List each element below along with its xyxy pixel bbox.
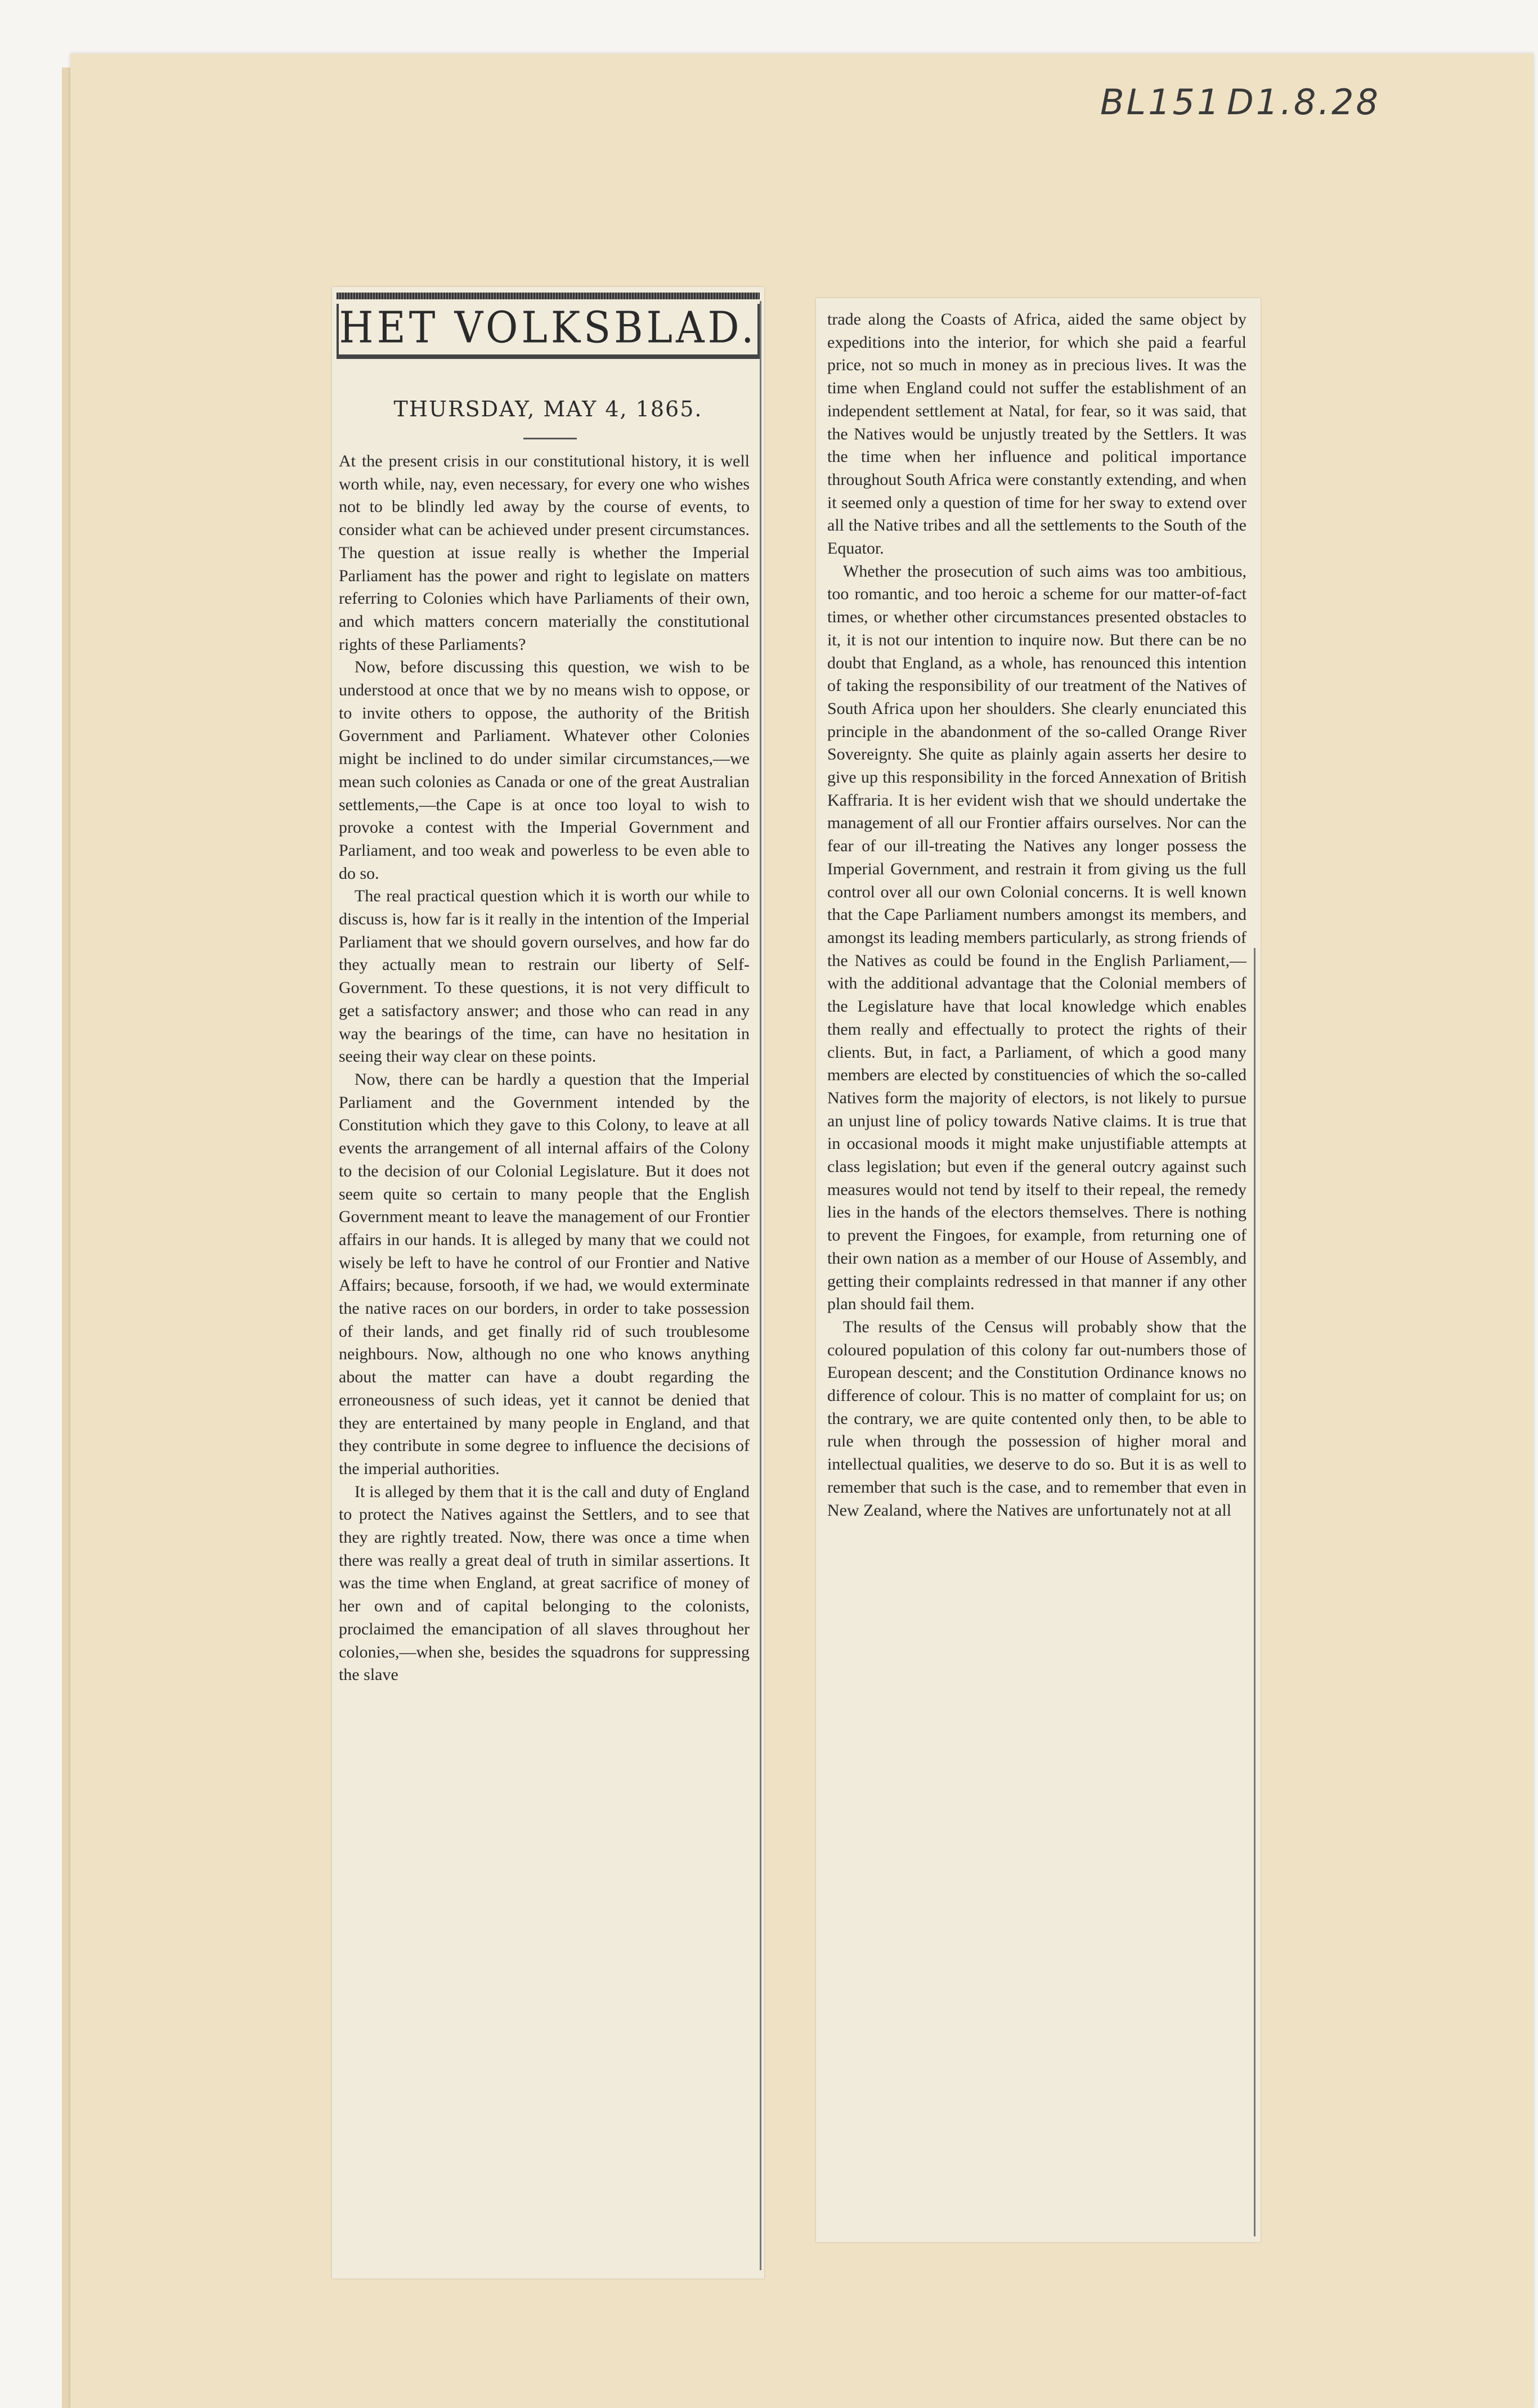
article-paragraph: At the present crisis in our constitutional history, it is well worth while, nay, even necessary, for every one who wishes not to be blindly led away by the course of events, to consider what can be achieved under present circumstances. The question at issue really is whether the Imperial Parliament has the power and right to legislate on matters referring to Colonies which have Parliaments of their own, and which matters concern materially the constitutional rights of these Parliaments? bbox=[339, 452, 750, 654]
archival-sheet bbox=[70, 53, 1533, 2408]
clipping-column-1 bbox=[332, 287, 764, 2279]
column-rule bbox=[1254, 948, 1255, 2236]
column-rule bbox=[760, 301, 761, 2270]
clipping-column-2 bbox=[816, 298, 1261, 2242]
article-column-1 bbox=[339, 450, 750, 1687]
archive-item-code: D1.8.28 bbox=[1227, 82, 1380, 123]
dateline-dash bbox=[523, 438, 577, 439]
newspaper-masthead: HET VOLKSBLAD. bbox=[339, 302, 757, 353]
article-paragraph: Now, there can be hardly a question that the Imperial Parliament and the Government intended by the Constitution which they gave to this Colony, to leave at all events the arrangement of all internal affairs of the Colony to the decision of our Colonial Legislature. But it does not seem quite so certain to many people that the English Government meant to leave the management of our Frontier affairs in our hands. It is alleged by many that we could not wisely be left to have he control of our Frontier and Native Affairs; because, forsooth, if we had, we would exterminate the native races on our borders, in order to take possession of their lands, and get finally rid of such troublesome neighbours. Now, although no one who knows anything about the matter can have a doubt regarding the erroneousness of such ideas, yet it cannot be denied that they are entertained by many people in England, and that they contribute in some degree to influence the decisions of the imperial authorities. bbox=[339, 1070, 750, 1478]
article-paragraph: The results of the Census will probably show that the coloured population of this colony far out-numbers those of European descent; and the Constitution Ordinance knows no difference of colour. This is no matter of complaint for us; on the contrary, we are quite contented only then, to be able to rule when through the possession of higher moral and intellectual qualities, we deserve to do so. But it is as well to remember that such is the case, and to remember that even in New Zealand, where the Natives are unfortunately not at all bbox=[827, 1317, 1246, 1520]
article-paragraph: Whether the prosecution of such aims was too ambitious, too romantic, and too heroic a scheme for our matter-of-fact times, or whether other circumstances presented obstacles to it, it is not our intention to inquire now. But there can be no doubt that England, as a whole, has renounced this intention of taking the responsibility of our treatment of the Natives of South Africa upon her shoulders. She clearly enunciated this principle in the abandonment of the so-called Orange River Sovereignty. She quite as plainly again asserts her desire to give up this responsibility in the forced Annexation of British Kaffraria. It is her evident wish that we should undertake the management of all our Frontier affairs ourselves. Nor can the fear of our ill-treating the Natives any longer possess the Imperial Government, and restrain it from giving us the full control over all our own Colonial concerns. It is well known that the Cape Parliament numbers amongst its members, and amongst its leading members particularly, as strong friends of the Natives as could be found in the English Parliament,—with the additional advantage that the Colonial members of the Legislature have that local knowledge which enables them really and effectually to protect the rights of their clients. But, in fact, a Parliament, of which a good many members are elected by constituencies of which the so-called Natives form the majority of electors, is not likely to pursue an unjust line of policy towards Native claims. It is true that in occasional moods it might make unjustifiable attempts at class legislation; but even if the general outcry against such measures would not tend by itself to their repeal, the remedy lies in the hands of the electors themselves. There is nothing to prevent the Fingoes, for example, from returning one of their own nation as a member of our House of Assembly, and getting their complaints redressed in that manner if any other plan should fail them. bbox=[827, 561, 1246, 1314]
masthead-bottom-rule bbox=[337, 354, 760, 359]
article-column-2 bbox=[827, 308, 1246, 1522]
article-paragraph: The real practical question which it is worth our while to discuss is, how far is it really in the intention of the Imperial Parliament that we should govern ourselves, and how far do they actually mean to restrain our liberty of Self-Government. To these questions, it is not very difficult to get a satisfactory answer; and those who can read in any way the bearings of the time, can have no hesitation in seeing their way clear on these points. bbox=[339, 887, 750, 1066]
article-paragraph: Now, before discussing this question, we wish to be understood at once that we by no means wish to oppose, or to invite others to oppose, the authority of the British Government and Parliament. Whatever other Colonies might be inclined to do under similar circumstances,—we mean such colonies as Canada or one of the great Australian settlements,—the Cape is at once too loyal to wish to provoke a contest with the Imperial Government and Parliament, and too weak and powerless to be even able to do so. bbox=[339, 658, 750, 883]
article-paragraph: trade along the Coasts of Africa, aided the same object by expeditions into the interior, for which she paid a fearful price, not so much in money as in precious lives. It was the time when England could not suffer the establishment of an independent settlement at Natal, for fear, so it was said, that the Natives would be unjustly treated by the Settlers. It was the time when her influence and political importance throughout South Africa were constantly extending, and when it seemed only a question of time for her sway to extend over all the Native tribes and all the settlements to the South of the Equator. bbox=[827, 310, 1246, 558]
dateline: THURSDAY, MAY 4, 1865. bbox=[393, 397, 703, 421]
article-paragraph: It is alleged by them that it is the call and duty of England to protect the Natives against the Settlers, and to see that they are rightly treated. Now, there was once a time when there was really a great deal of truth in similar assertions. It was the time when England, at great sacrifice of money of her own and of capital belonging to the colonists, proclaimed the emancipation of all slaves throughout her colonies,—when she, besides the squadrons for suppressing the slave bbox=[339, 1482, 750, 1684]
archive-ref-code: BL151 bbox=[1100, 82, 1222, 123]
